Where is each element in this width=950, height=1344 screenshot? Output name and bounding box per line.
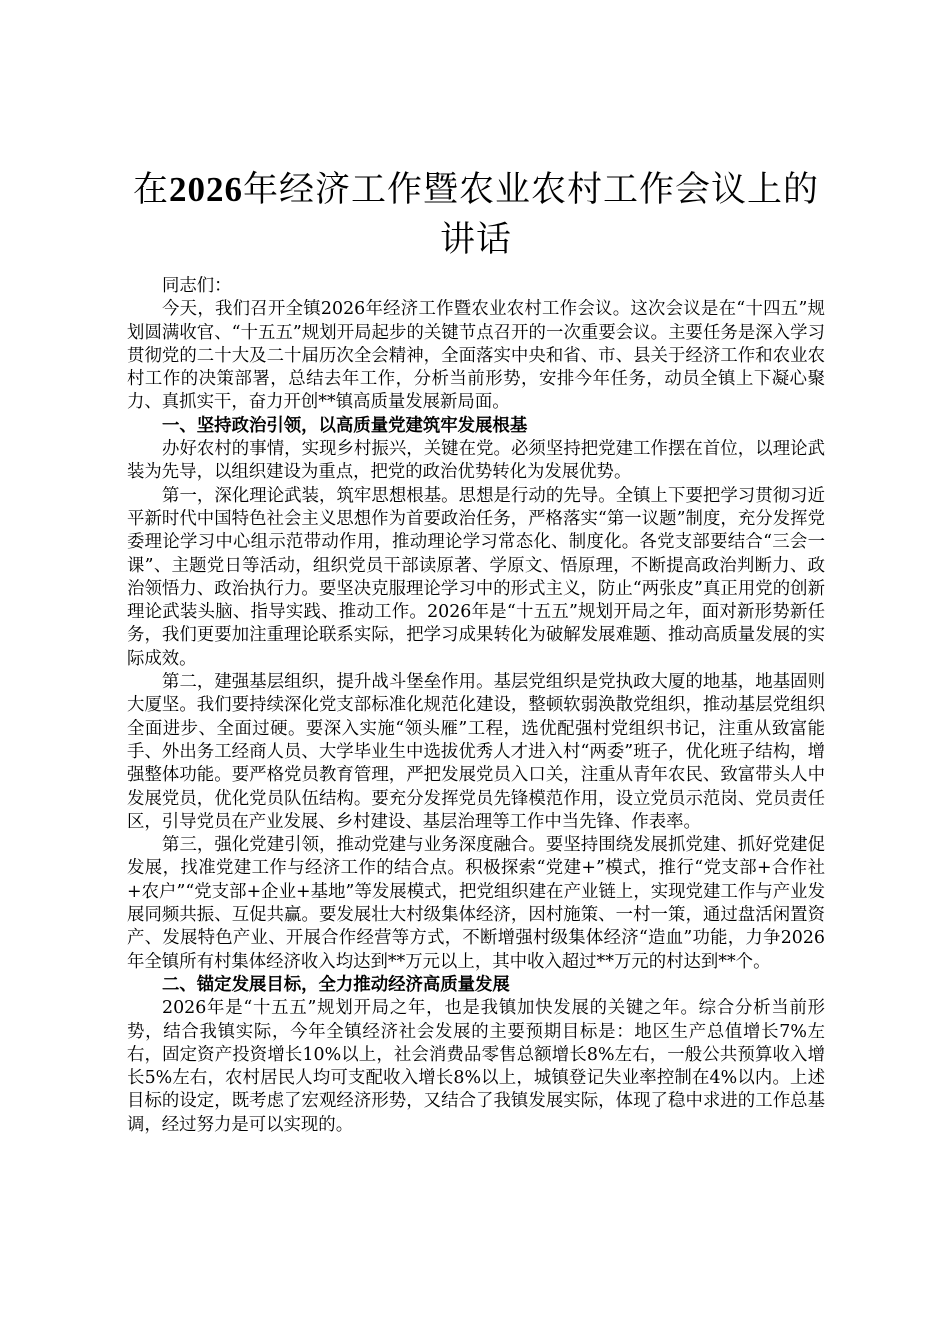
salutation: 同志们： <box>162 276 232 296</box>
section1-paragraph: 第二，建强基层组织，提升战斗堡垒作用。基层党组织是党执政大厦的地基，地基固则大厦坚。我们要持续深化党支部标准化规范化建设，整顿软弱涣散党组织，推动基层党组织全面进步、全面过硬。要深入实施“领头雁”工程，选优配强村党组织书记，注重从致富能手、外出务工经商人员、大学毕业生中选拔优秀人才进入村“两委”班子，优化班子结构，增强整体功能。要严格党员教育管理，严把发展党员入口关，注重从青年农民、致富带头人中发展党员，优化党员队伍结构。要充分发挥党员先锋模范作用，设立党员示范岗、党员责任区，引导党员在产业发展、乡村建设、基层治理等工作中当先锋、作表率。 <box>127 672 825 832</box>
section1-paragraph: 第三，强化党建引领，推动党建与业务深度融合。要坚持围绕发展抓党建、抓好党建促发展，找准党建工作与经济工作的结合点。积极探索“党建+”模式，推行“党支部+合作社+农户”“党支部+企业+基地”等发展模式，把党组织建在产业链上，实现党建工作与产业发展同频共振、互促共赢。要发展壮大村级集体经济，因村施策、一村一策，通过盘活闲置资产、发展特色产业、开展合作经营等方式，不断增强村级集体经济“造血”功能，力争2026年全镇所有村集体经济收入均达到**万元以上，其中收入超过**万元的村达到**个。 <box>127 835 825 972</box>
title-prefix: 在 <box>132 170 169 210</box>
document-title <box>127 165 825 265</box>
section2-paragraph: 2026年是“十五五”规划开局之年，也是我镇加快发展的关键之年。综合分析当前形势，结合我镇实际，今年全镇经济社会发展的主要预期目标是：地区生产总值增长7%左右，固定资产投资增长10%以上，社会消费品零售总额增长8%左右，一般公共预算收入增长5%左右，农村居民人均可支配收入增长8%以上，城镇登记失业率控制在4%以内。上述目标的设定，既考虑了宏观经济形势，又结合了我镇发展实际，体现了稳中求进的工作总基调，经过努力是可以实现的。 <box>127 998 825 1135</box>
document-body <box>127 165 825 1137</box>
title-year: 2026 <box>169 170 243 209</box>
title-suffix: 年经济工作暨农业农村工作会议上的讲话 <box>243 170 820 260</box>
section-heading-1: 一、坚持政治引领，以高质量党建筑牢发展根基 <box>162 415 528 436</box>
section1-paragraph: 第一，深化理论武装，筑牢思想根基。思想是行动的先导。全镇上下要把学习贯彻习近平新时代中国特色社会主义思想作为首要政治任务，严格落实“第一议题”制度，充分发挥党委理论学习中心组示范带动作用，推动理论学习常态化、制度化。各党支部要结合“三会一课”、主题党日等活动，组织党员干部读原著、学原文、悟原理，不断提高政治判断力、政治领悟力、政治执行力。要坚决克服理论学习中的形式主义，防止“两张皮”真正用党的创新理论武装头脑、指导实践、推动工作。2026年是“十五五”规划开局之年，面对新形势新任务，我们更要加注重理论联系实际，把学习成果转化为破解发展难题、推动高质量发展的实际成效。 <box>127 485 825 669</box>
section1-paragraph: 办好农村的事情，实现乡村振兴，关键在党。必须坚持把党建工作摆在首位，以理论武装为先导，以组织建设为重点，把党的政治优势转化为发展优势。 <box>127 439 825 483</box>
intro-paragraph: 今天，我们召开全镇2026年经济工作暨农业农村工作会议。这次会议是在“十四五”规划圆满收官、“十五五”规划开局起步的关键节点召开的一次重要会议。主要任务是深入学习贯彻党的二十大及二十届历次全会精神，全面落实中央和省、市、县关于经济工作和农业农村工作的决策部署，总结去年工作，分析当前形势，安排今年任务，动员全镇上下凝心聚力、真抓实干，奋力开创**镇高质量发展新局面。 <box>127 299 825 413</box>
section-heading-2: 二、锚定发展目标，全力推动经济高质量发展 <box>162 974 510 995</box>
